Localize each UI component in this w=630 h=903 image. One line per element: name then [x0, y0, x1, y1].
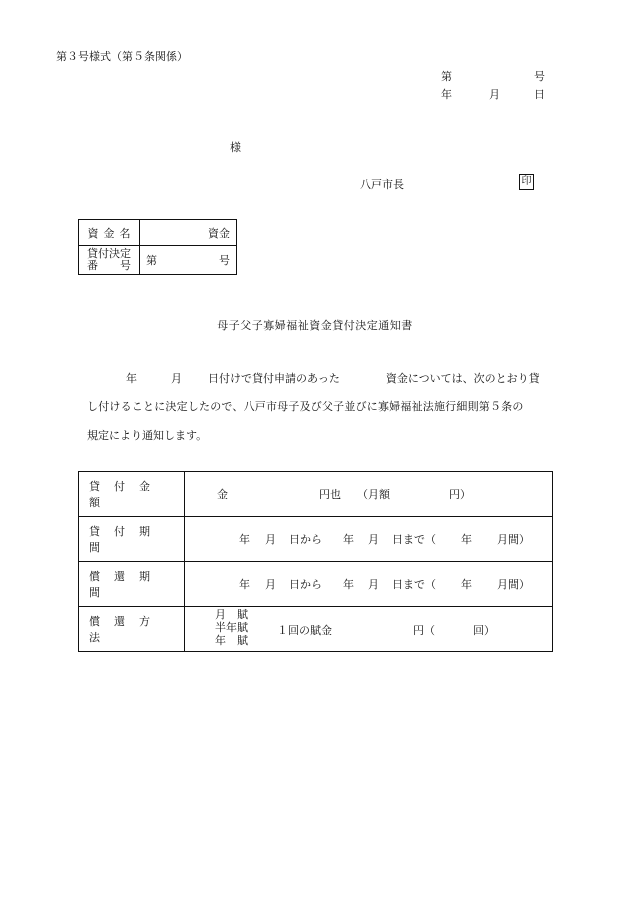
installment-count: 回）: [473, 624, 495, 637]
details-table: [78, 471, 553, 652]
method-annual: 年 賦: [215, 634, 248, 647]
method-monthly: 月 賦: [215, 608, 248, 621]
installment-label: １回の賦金: [277, 624, 332, 637]
summary-table: [78, 219, 237, 275]
loan-amount-value: 金 円也 （月額 円）: [185, 472, 553, 517]
seal-mark: 印: [519, 174, 534, 190]
repay-method-value: [185, 607, 553, 652]
decision-number-value: 第 号: [140, 246, 237, 275]
installment-yen: 円（: [413, 624, 435, 637]
doc-number-prefix: 第: [441, 70, 452, 83]
loan-amount-label: 貸付金額: [79, 472, 185, 517]
repay-period-value: 年 月 日から 年 月 日まで（ 年 月間）: [185, 562, 553, 607]
body-line-3: 規定により通知します。: [87, 429, 208, 442]
method-semiannual: 半年賦: [215, 621, 248, 634]
date-year: 年: [441, 88, 452, 101]
loan-amount-row: [79, 472, 553, 517]
decision-number-label: 貸付決定 番 号: [79, 246, 140, 275]
issuer-name: 八戸市長: [360, 178, 404, 191]
repay-period-label: 償還期間: [79, 562, 185, 607]
decision-number-row: [79, 246, 237, 275]
body-line-1: 年 月 日付けで貸付申請のあった 資金については、次のとおり貸: [126, 372, 540, 385]
fund-name-label: 資金名: [79, 220, 140, 246]
addressee-honorific: 様: [230, 141, 241, 154]
form-number: 第３号様式（第５条関係）: [56, 50, 188, 63]
fund-name-value: 資金: [140, 220, 237, 246]
body-line-2: し付けることに決定したので、八戸市母子及び父子並びに寡婦福祉法施行細則第５条の: [87, 400, 524, 413]
date-month: 月: [489, 88, 500, 101]
document-title: 母子父子寡婦福祉資金貸付決定通知書: [217, 319, 413, 332]
fund-name-row: [79, 220, 237, 246]
loan-period-value: 年 月 日から 年 月 日まで（ 年 月間）: [185, 517, 553, 562]
repay-method-label: 償還方法: [79, 607, 185, 652]
loan-period-label: 貸付期間: [79, 517, 185, 562]
loan-period-row: [79, 517, 553, 562]
repay-period-row: [79, 562, 553, 607]
repay-method-row: [79, 607, 553, 652]
date-day: 日: [534, 88, 545, 101]
doc-number-suffix: 号: [534, 70, 545, 83]
